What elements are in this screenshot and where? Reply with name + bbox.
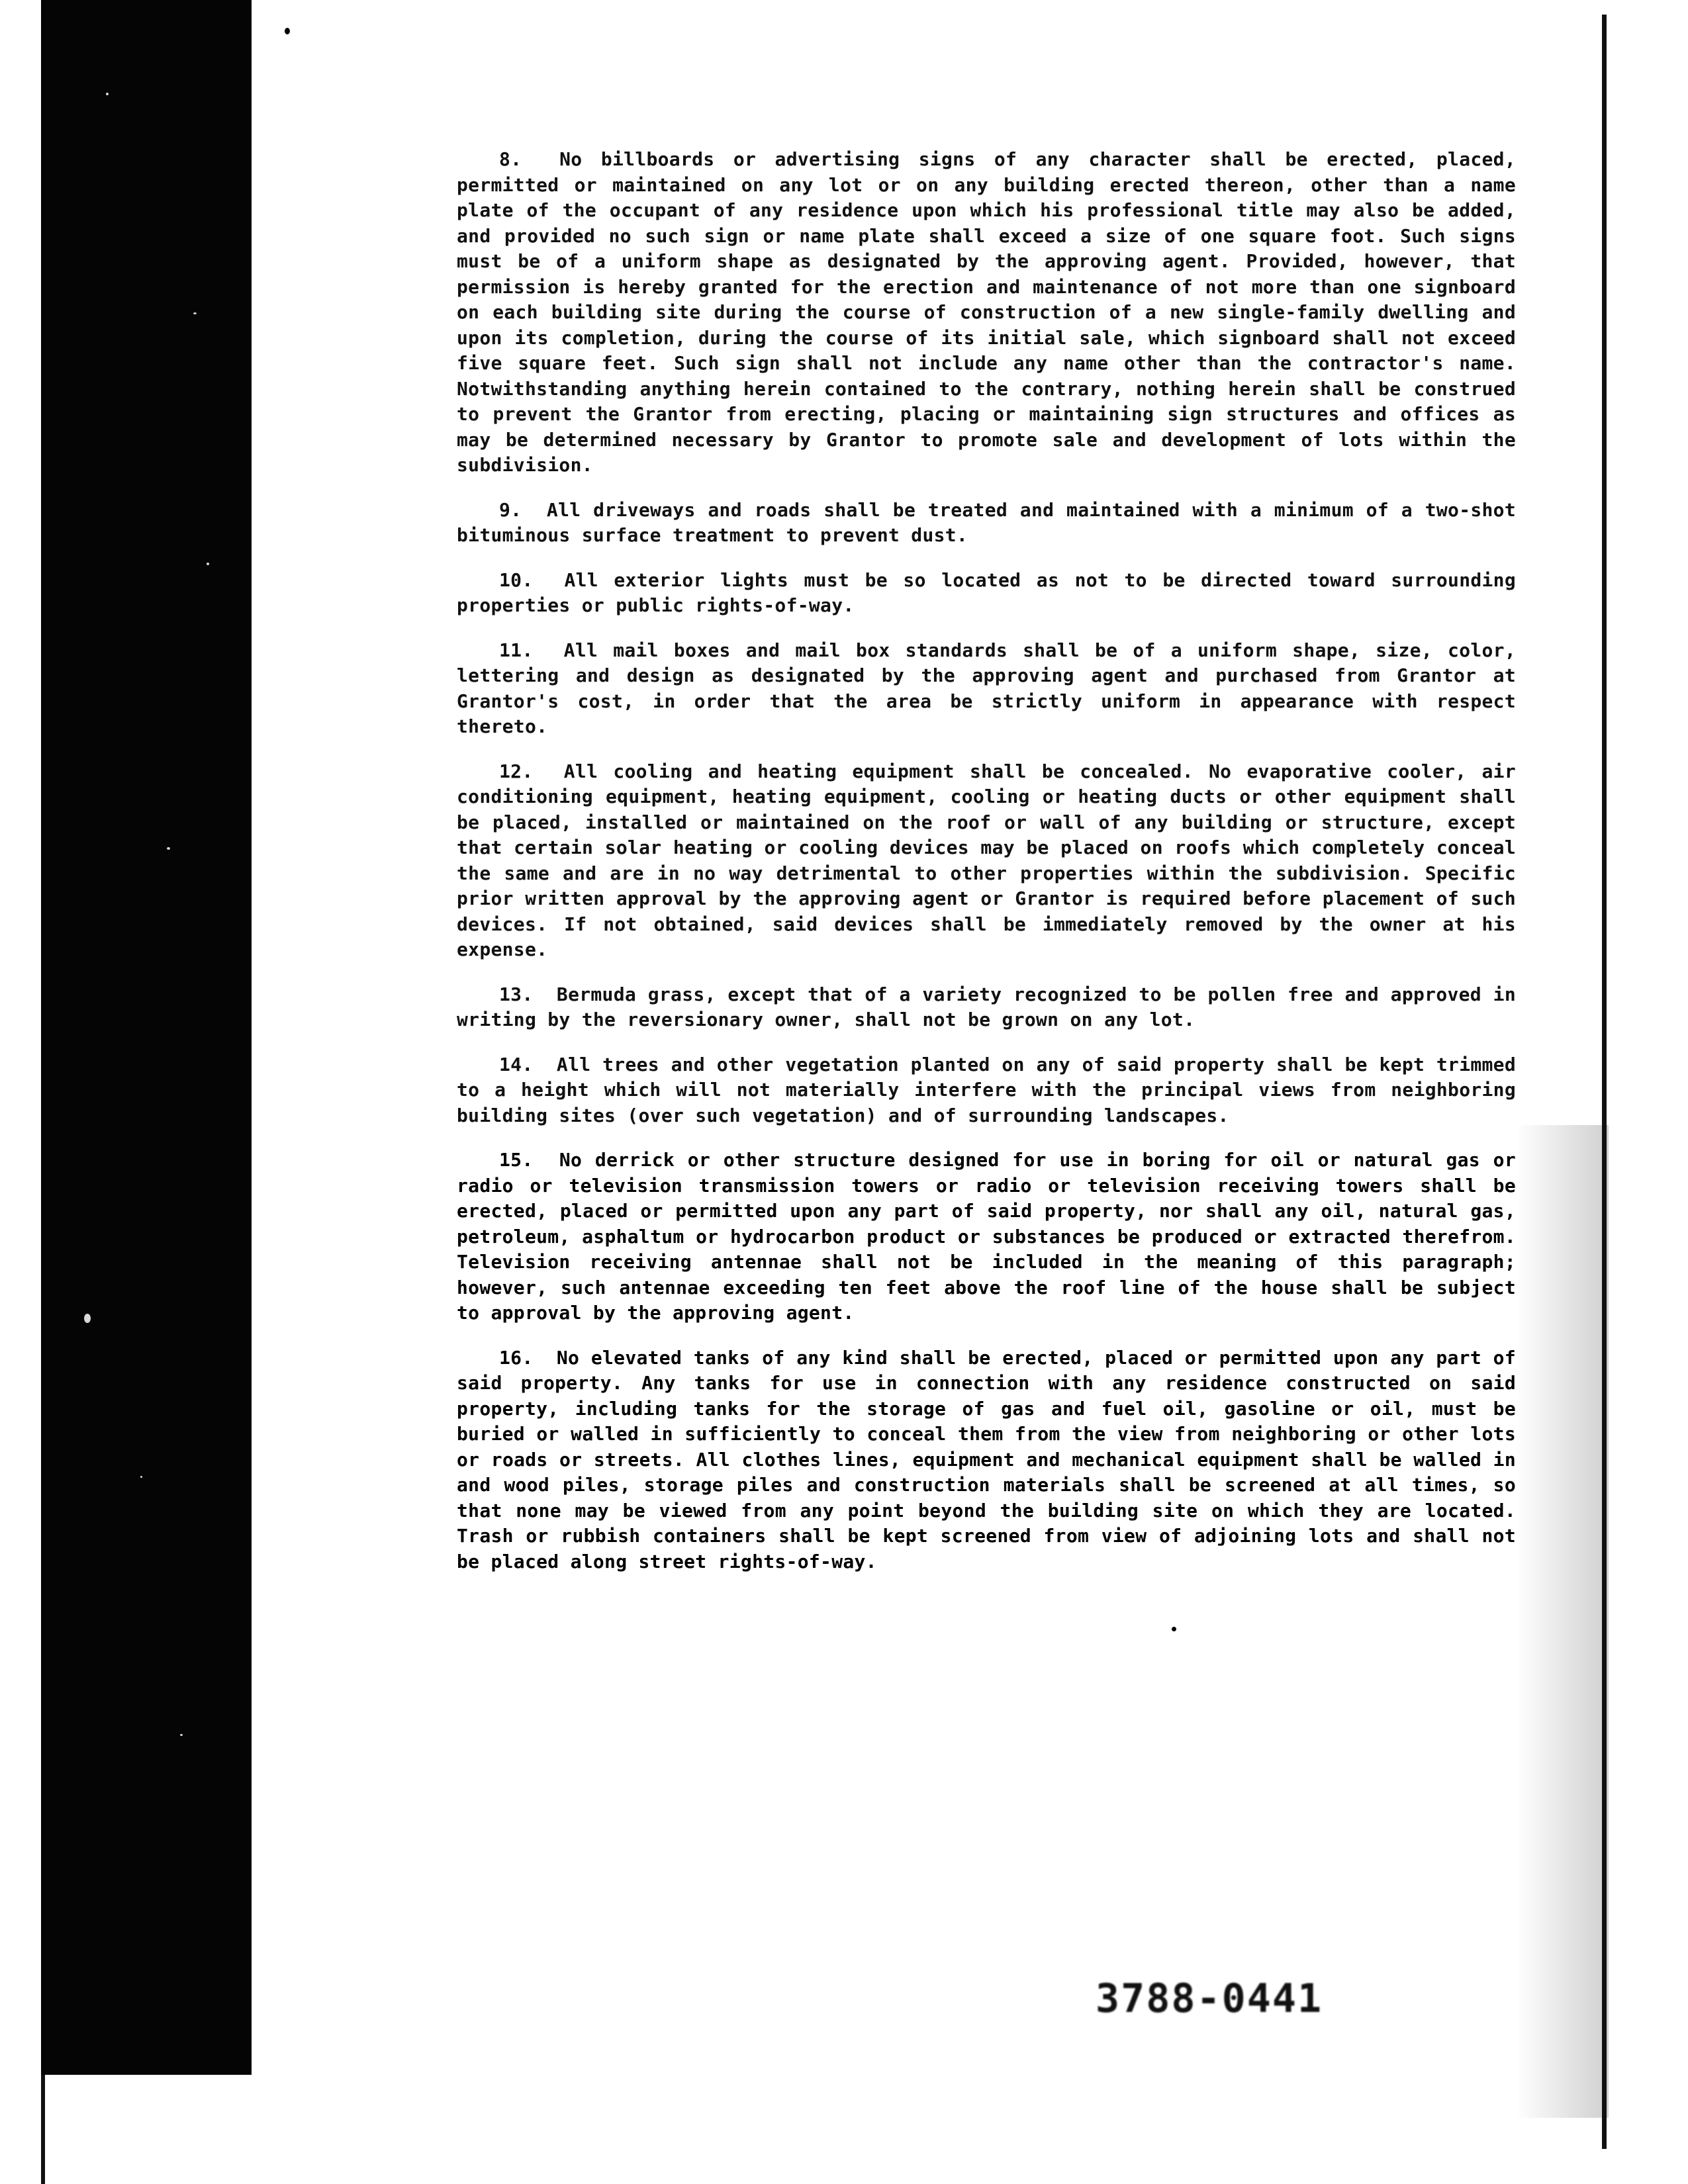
paragraph-number: 12. xyxy=(499,760,534,782)
page-number: 3788-0441 xyxy=(1096,1976,1323,2022)
paragraph-number: 14. xyxy=(499,1053,534,1075)
paragraph-number: 13. xyxy=(499,983,534,1005)
paragraph-text: Bermuda grass, except that of a variety recognized to be pollen free and approved in writing by the reversionary owner, shall not be grown on any lot. xyxy=(457,983,1516,1030)
paragraph-text: All mail boxes and mail box standards shall be of a uniform shape, size, color, lettering and design as designated by the approving agent and purchased from Grantor at Grantor's cost, in order that the area be strictly uniform in appearance with respect thereto. xyxy=(457,639,1516,737)
scan-speck xyxy=(193,312,197,314)
scan-speck xyxy=(180,1734,183,1736)
paragraph-16 xyxy=(457,1345,1516,1575)
paragraph-text: All driveways and roads shall be treated and maintained with a minimum of a two-shot bituminous surface treatment to prevent dust. xyxy=(457,498,1516,546)
paragraph-text: All exterior lights must be so located as not to be directed toward surrounding properties or public rights-of-way. xyxy=(457,569,1516,616)
scan-speck xyxy=(84,1314,91,1323)
paragraph-12 xyxy=(457,759,1516,963)
paragraph-13 xyxy=(457,982,1516,1033)
paragraph-text: All trees and other vegetation planted on any of said property shall be kept trimmed to a height which will not materially interfere with the principal views from neighboring building sites (over such vegetation) and of surrounding landscapes. xyxy=(457,1053,1516,1126)
paragraph-11 xyxy=(457,638,1516,740)
scan-dot xyxy=(1172,1627,1176,1631)
paragraph-10 xyxy=(457,568,1516,619)
paragraph-text: No derrick or other structure designed for use in boring for oil or natural gas or radio or television transmission towers or radio or television receiving towers shall be erected, placed or permitted upon any part of said property, nor shall any oil, natural gas, petroleum, asphaltum or hydrocarbon product or substances be produced or extracted therefrom. Television receiving antennae shall not be included in the meaning of this paragraph; however, such antennae exceeding ten feet above the roof line of the house shall be subject to approval by the approving agent. xyxy=(457,1149,1516,1324)
paragraph-8 xyxy=(457,147,1516,478)
scan-border-bottom xyxy=(41,2075,45,2184)
paragraph-text: No billboards or advertising signs of any character shall be erected, placed, permitted or maintained on any lot or on any building erected thereon, other than a name plate of the occupant of any residence upon which his professional title may also be added, and provided no such sign or name plate shall exceed a size of one square foot. Such signs must be of a uniform shape as designated by the approving agent. Provided, however, that permission is hereby granted for the erection and maintenance of not more than one signboard on each building site during the course of construction of a new single-family dwelling and upon its completion, during the course of its initial sale, which signboard shall not exceed five square feet. Such sign shall not include any name other than the contractor's name. Notwithstanding anything herein contained to the contrary, nothing herein shall be construed to prevent the Grantor from erecting, placing or maintaining sign structures and offices as may be determined necessary by Grantor to promote sale and development of lots within the subdivision. xyxy=(457,148,1516,476)
paragraph-number: 9. xyxy=(499,498,522,521)
paragraph-number: 8. xyxy=(499,148,522,170)
scan-border-left xyxy=(41,0,252,2075)
scan-speck xyxy=(207,563,209,565)
scan-dot xyxy=(285,28,290,34)
paragraph-14 xyxy=(457,1052,1516,1129)
scan-speck xyxy=(106,93,109,95)
scan-speck xyxy=(167,847,170,850)
scan-speck xyxy=(140,1476,142,1478)
paragraph-text: No elevated tanks of any kind shall be erected, placed or permitted upon any part of said property. Any tanks for use in connection with any residence constructed on said property, including tanks for the storage of gas and fuel oil, gasoline or oil, must be buried or walled in sufficiently to conceal them from the view from neighboring or other lots or roads or streets. All clothes lines, equipment and mechanical equipment shall be walled in and wood piles, storage piles and construction materials shall be screened at all times, so that none may be viewed from any point beyond the building site on which they are located. Trash or rubbish containers shall be kept screened from view of adjoining lots and shall not be placed along street rights-of-way. xyxy=(457,1346,1516,1572)
scan-shadow xyxy=(1516,1125,1609,2118)
paragraph-9 xyxy=(457,498,1516,549)
paragraph-15 xyxy=(457,1148,1516,1326)
paragraph-number: 11. xyxy=(499,639,534,661)
paragraph-number: 16. xyxy=(499,1346,534,1369)
paragraph-number: 15. xyxy=(499,1149,534,1171)
paragraph-text: All cooling and heating equipment shall be concealed. No evaporative cooler, air conditioning equipment, heating equipment, cooling or heating ducts or other equipment shall be placed, installed or maintained on the roof or wall of any building or structure, except that certain solar heating or cooling devices may be placed on roofs which completely conceal the same and are in no way detrimental to other properties within the subdivision. Specific prior written approval by the approving agent or Grantor is required before placement of such devices. If not obtained, said devices shall be immediately removed by the owner at his expense. xyxy=(457,760,1516,960)
paragraph-number: 10. xyxy=(499,569,534,591)
covenant-document xyxy=(457,147,1516,1594)
scan-border-right xyxy=(1602,15,1607,2149)
